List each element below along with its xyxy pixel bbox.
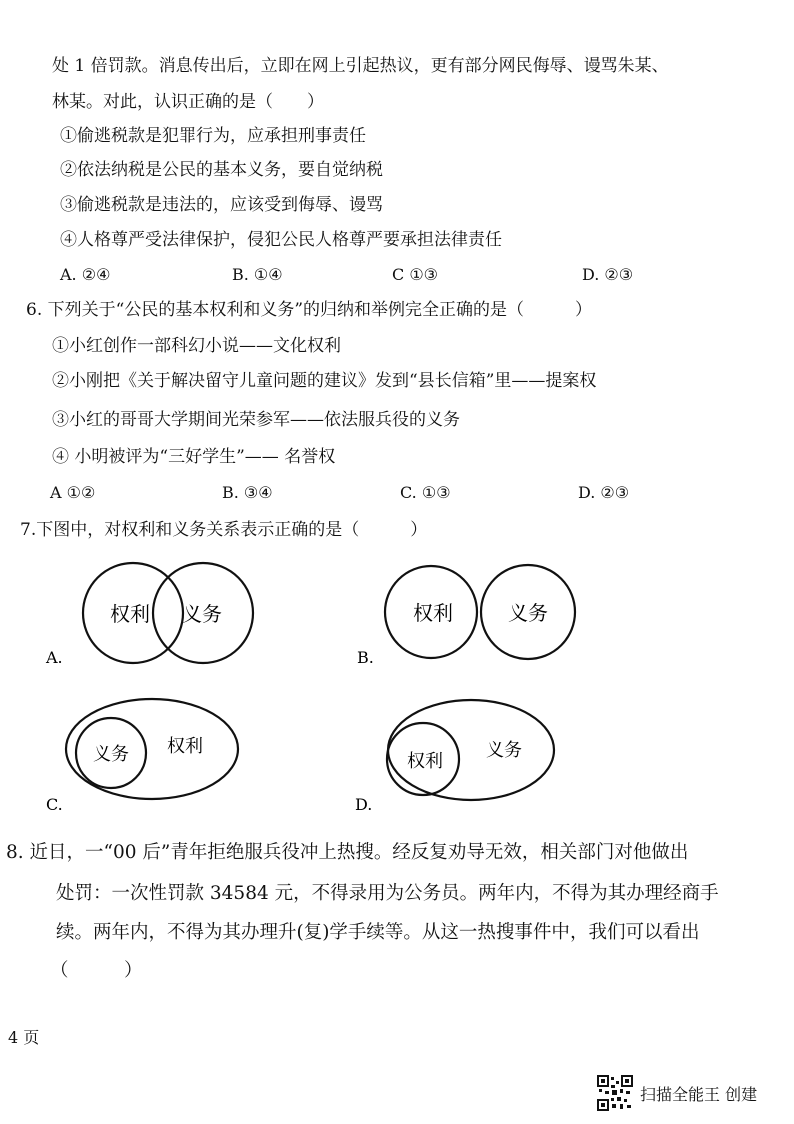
diagram-d xyxy=(355,700,554,814)
q6-item-1: ①小红创作一部科幻小说——文化权利 xyxy=(52,336,341,356)
diagram-d-inner-label: 权利 xyxy=(407,751,443,772)
q5-option-c: C ①③ xyxy=(392,265,439,284)
q8-line2: 处罚：一次性罚款 34584 元，不得录用为公务员。两年内，不得为其办理经商手 xyxy=(56,883,719,904)
q7-diagrams xyxy=(0,550,794,850)
diagram-d-outer-label: 义务 xyxy=(486,740,522,761)
diagram-c-inner-label: 义务 xyxy=(93,744,129,765)
q5-item-4: ④人格尊严受法律保护，侵犯公民人格尊严要承担法律责任 xyxy=(60,230,502,250)
q8-line3: 续。两年内，不得为其办理升(复)学手续等。从这一热搜事件中，我们可以看出 xyxy=(56,922,700,943)
q6-option-c: C. ①③ xyxy=(400,483,451,502)
q5-text-line1: 处 1 倍罚款。消息传出后，立即在网上引起热议，更有部分网民侮辱、谩骂朱某、 xyxy=(52,56,669,76)
q6-item-4: ④ 小明被评为“三好学生”—— 名誉权 xyxy=(52,447,336,467)
q5-item-1: ①偷逃税款是犯罪行为，应承担刑事责任 xyxy=(60,126,366,146)
diagram-a-letter: A. xyxy=(46,648,63,667)
diagram-c xyxy=(46,699,238,814)
qr-code-icon xyxy=(597,1075,633,1111)
page-number: 4 页 xyxy=(8,1028,40,1047)
diagram-a xyxy=(45,563,253,667)
diagram-c-outer-label: 权利 xyxy=(167,736,203,757)
q6-item-3: ③小红的哥哥大学期间光荣参军——依法服兵役的义务 xyxy=(52,410,460,430)
q6-option-a: A ①② xyxy=(50,483,96,502)
diagram-c-outer-ellipse xyxy=(66,699,238,799)
diagram-b-letter: B. xyxy=(357,648,374,667)
diagram-a-right-label: 义务 xyxy=(182,602,222,626)
q5-item-2: ②依法纳税是公民的基本义务，要自觉纳税 xyxy=(60,160,383,180)
diagram-d-outer-ellipse xyxy=(388,700,554,800)
diagram-b-left-label: 权利 xyxy=(413,601,453,625)
q5-option-a: A. ②④ xyxy=(60,265,111,284)
q5-item-3: ③偷逃税款是违法的，应该受到侮辱、谩骂 xyxy=(60,195,383,215)
diagram-b-right-label: 义务 xyxy=(508,601,548,625)
q7-stem: 7.下图中，对权利和义务关系表示正确的是（ ） xyxy=(20,520,428,540)
diagram-b xyxy=(357,565,575,667)
q6-item-2: ②小刚把《关于解决留守儿童问题的建议》发到“县长信箱”里——提案权 xyxy=(52,371,597,391)
diagram-c-letter: C. xyxy=(46,795,63,814)
scanner-brand-label: 扫描全能王 创建 xyxy=(640,1085,758,1104)
q8-line1: 8. 近日，一“00 后”青年拒绝服兵役冲上热搜。经反复劝导无效，相关部门对他做出 xyxy=(6,842,689,863)
diagram-d-letter: D. xyxy=(355,795,373,814)
q5-option-b: B. ①④ xyxy=(232,265,283,284)
q5-text-line2: 林某。对此，认识正确的是（ ） xyxy=(52,92,324,112)
q5-option-d: D. ②③ xyxy=(582,265,634,284)
q6-option-d: D. ②③ xyxy=(578,483,630,502)
q6-option-b: B. ③④ xyxy=(222,483,273,502)
q6-stem: 6. 下列关于“公民的基本权利和义务”的归纳和举例完全正确的是（ ） xyxy=(26,300,593,320)
diagram-a-left-label: 权利 xyxy=(110,602,150,626)
q8-line4: （ ） xyxy=(50,960,143,981)
